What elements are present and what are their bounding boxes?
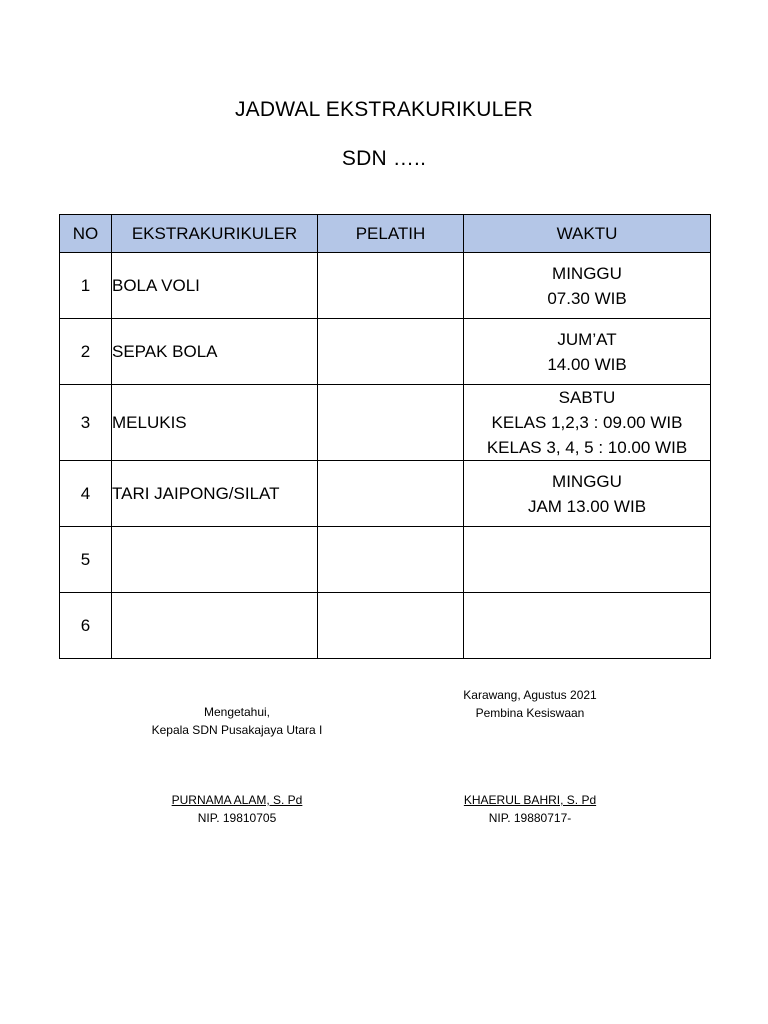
activity-name: TARI JAIPONG/SILAT (112, 461, 318, 527)
schedule-time (464, 319, 711, 385)
time-line: 07.30 WIB (547, 288, 627, 308)
row-number: 3 (60, 385, 112, 461)
schedule-table (59, 214, 711, 659)
schedule-time (464, 253, 711, 319)
acknowledgement-label: Mengetahui, (203, 705, 271, 719)
supervisor-nip: NIP. 19880717- (488, 811, 572, 825)
activity-name (112, 593, 318, 659)
schedule-time (464, 461, 711, 527)
activity-name: BOLA VOLI (112, 253, 318, 319)
row-number: 2 (60, 319, 112, 385)
schedule-time (464, 527, 711, 593)
time-line: 14.00 WIB (547, 354, 627, 374)
time-line: MINGGU (552, 263, 622, 283)
activity-name (112, 527, 318, 593)
document-title: JADWAL EKSTRAKURIKULER (234, 98, 534, 121)
principal-nip: NIP. 19810705 (197, 811, 277, 825)
table-row (60, 461, 711, 527)
school-name: SDN ….. (341, 147, 427, 170)
supervisor-title: Pembina Kesiswaan (475, 706, 585, 720)
schedule-time (464, 385, 711, 461)
time-line: SABTU (558, 388, 616, 407)
coach-cell (318, 253, 464, 319)
coach-cell (318, 527, 464, 593)
row-number: 5 (60, 527, 112, 593)
column-header-ekstrakurikuler: EKSTRAKURIKULER (112, 215, 318, 253)
supervisor-signature (420, 791, 640, 827)
time-line: KELAS 1,2,3 : 09.00 WIB (491, 413, 683, 432)
coach-cell (318, 593, 464, 659)
place-date-block (420, 686, 640, 722)
column-header-pelatih: PELATIH (318, 215, 464, 253)
time-line: KELAS 3, 4, 5 : 10.00 WIB (486, 438, 688, 457)
table-header-row (60, 215, 711, 253)
table-row (60, 385, 711, 461)
table-row (60, 253, 711, 319)
schedule-time (464, 593, 711, 659)
principal-title: Kepala SDN Pusakajaya Utara I (151, 723, 323, 737)
supervisor-name: KHAERUL BAHRI, S. Pd (463, 793, 597, 807)
principal-signature (127, 791, 347, 827)
time-line: JAM 13.00 WIB (527, 496, 647, 516)
time-line: MINGGU (552, 471, 622, 491)
column-header-waktu: WAKTU (464, 215, 711, 253)
row-number: 4 (60, 461, 112, 527)
principal-name: PURNAMA ALAM, S. Pd (171, 793, 303, 807)
row-number: 1 (60, 253, 112, 319)
acknowledgement-block (127, 703, 347, 739)
coach-cell (318, 385, 464, 461)
activity-name: MELUKIS (112, 385, 318, 461)
time-line: JUM’AT (557, 329, 617, 349)
coach-cell (318, 319, 464, 385)
column-header-no: NO (60, 215, 112, 253)
table-row (60, 527, 711, 593)
coach-cell (318, 461, 464, 527)
place-date: Karawang, Agustus 2021 (463, 688, 597, 702)
table-row (60, 593, 711, 659)
activity-name: SEPAK BOLA (112, 319, 318, 385)
table-row (60, 319, 711, 385)
row-number: 6 (60, 593, 112, 659)
